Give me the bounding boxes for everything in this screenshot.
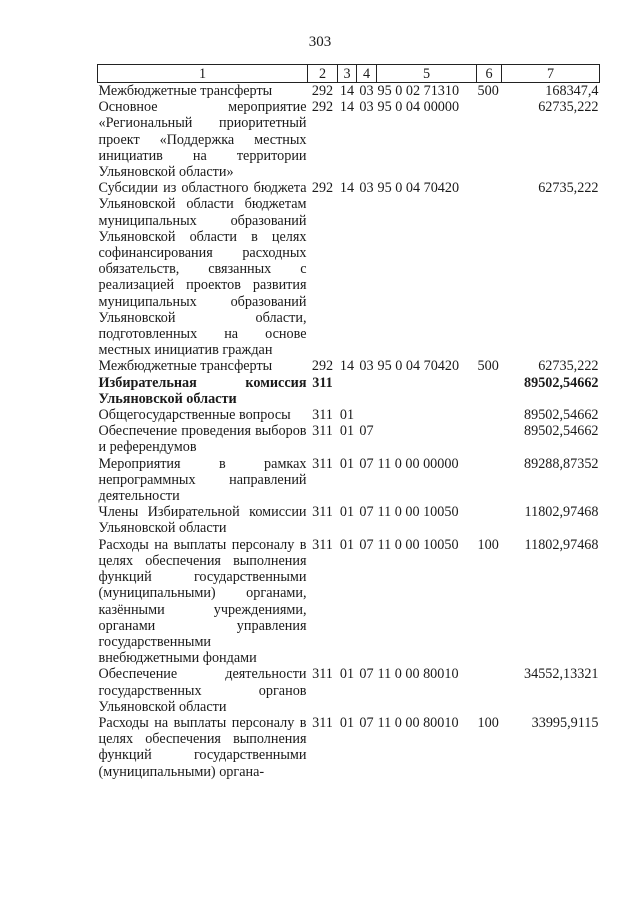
row-name: Межбюджетные трансферты <box>98 358 273 375</box>
header-col-2: 2 <box>308 65 338 83</box>
row-amount: 89502,54662 <box>524 407 599 424</box>
row-section-code: 14 <box>339 180 355 197</box>
table-row <box>98 504 600 536</box>
row-ministry-code: 311 <box>312 536 333 553</box>
row-ministry-code: 292 <box>311 358 334 375</box>
row-subsection-code: 07 <box>359 455 374 472</box>
row-ministry-code: 311 <box>312 714 333 731</box>
row-amount: 34552,13321 <box>524 666 599 683</box>
row-subsection-code <box>357 375 377 407</box>
row-target-code: 11 0 00 00000 <box>377 455 459 472</box>
table-row <box>98 180 600 358</box>
row-name: Избирательная комиссия Ульяновской области <box>98 374 307 407</box>
row-expense-type <box>477 99 502 180</box>
row-subsection-code <box>357 407 377 423</box>
row-amount: 62735,222 <box>538 99 599 116</box>
row-expense-type: 100 <box>477 536 499 553</box>
row-target-code: 95 0 04 70420 <box>377 358 460 375</box>
table-row <box>98 407 600 423</box>
row-expense-type <box>477 666 502 715</box>
row-amount: 89502,54662 <box>524 423 599 440</box>
row-amount: 89502,54662 <box>524 374 599 391</box>
row-ministry-code: 311 <box>312 423 333 440</box>
row-target-code: 11 0 00 80010 <box>377 714 459 731</box>
row-target-code: 11 0 00 80010 <box>377 666 459 683</box>
row-ministry-code: 311 <box>312 666 333 683</box>
row-name: Обеспечение деятельности государственных органов Ульяновской области <box>98 666 307 715</box>
header-col-3: 3 <box>338 65 357 83</box>
row-name: Расходы на выплаты персоналу в целях обеспечения выполнения функций государственными (муниципальными) органами, казёнными учреждениями, органами управления государственными внебюджетными фондами <box>98 536 307 667</box>
header-col-1: 1 <box>98 65 308 83</box>
row-subsection-code: 03 <box>359 358 374 375</box>
header-col-6: 6 <box>477 65 502 83</box>
header-col-5: 5 <box>377 65 477 83</box>
row-amount: 11802,97468 <box>524 536 599 553</box>
row-target-code <box>377 423 477 455</box>
header-row <box>98 65 600 83</box>
row-amount: 33995,9115 <box>531 714 599 731</box>
row-ministry-code: 292 <box>311 99 334 116</box>
row-section-code: 01 <box>339 714 355 731</box>
row-name: Члены Избирательной комиссии Ульяновской области <box>98 504 307 537</box>
row-amount: 11802,97468 <box>524 504 599 521</box>
header-col-7: 7 <box>502 65 600 83</box>
row-ministry-code: 311 <box>312 455 333 472</box>
row-expense-type: 500 <box>477 358 499 375</box>
row-name: Субсидии из областного бюджета Ульяновской области бюджетам муниципальных образований Ульяновской области в целях софинансирования расходных обязательств, связанных с реализацией проектов развития муниципальных образований Ульяновской области, подготовленных на основе местных инициатив граждан <box>98 180 307 359</box>
table-row <box>98 666 600 715</box>
row-target-code: 11 0 00 10050 <box>377 536 459 553</box>
table-row <box>98 375 600 407</box>
row-amount: 62735,222 <box>538 180 599 197</box>
row-section-code: 01 <box>339 504 355 521</box>
row-section-code: 14 <box>339 99 355 116</box>
row-section-code: 01 <box>339 455 355 472</box>
row-subsection-code: 03 <box>359 83 374 99</box>
row-expense-type <box>477 504 502 536</box>
row-expense-type <box>477 456 502 505</box>
table-row <box>98 537 600 667</box>
table-row <box>98 456 600 505</box>
row-ministry-code: 292 <box>311 83 334 99</box>
row-target-code: 11 0 00 10050 <box>377 504 459 521</box>
row-target-code: 95 0 04 70420 <box>377 180 460 197</box>
row-subsection-code: 03 <box>359 99 374 116</box>
row-expense-type <box>477 423 502 455</box>
row-section-code: 01 <box>339 407 355 424</box>
row-subsection-code: 07 <box>359 423 374 440</box>
table-row <box>98 423 600 455</box>
row-subsection-code: 07 <box>359 714 374 731</box>
row-subsection-code: 03 <box>359 180 374 197</box>
row-section-code: 01 <box>339 536 355 553</box>
row-expense-type <box>477 180 502 358</box>
row-amount: 168347,4 <box>545 83 599 99</box>
row-ministry-code: 311 <box>312 407 333 424</box>
row-expense-type <box>477 375 502 407</box>
row-section-code: 01 <box>339 423 355 440</box>
table-row <box>98 358 600 374</box>
row-name: Основное мероприятие «Региональный приоритетный проект «Поддержка местных инициатив на территории Ульяновской области» <box>98 99 307 181</box>
row-name: Расходы на выплаты персоналу в целях обеспечения выполнения функций государственными (муниципальными) органа- <box>98 714 307 780</box>
table-row <box>98 99 600 180</box>
table-row <box>98 83 600 100</box>
row-target-code: 95 0 02 71310 <box>377 83 460 99</box>
row-section-code: 14 <box>339 83 355 99</box>
header-col-4: 4 <box>357 65 377 83</box>
row-section-code <box>338 375 357 407</box>
row-name: Обеспечение проведения выборов и референдумов <box>98 423 307 456</box>
page-number: 303 <box>308 34 332 50</box>
row-ministry-code: 311 <box>312 374 333 391</box>
row-section-code: 01 <box>339 666 355 683</box>
row-subsection-code: 07 <box>359 504 374 521</box>
row-expense-type: 100 <box>477 714 499 731</box>
row-section-code: 14 <box>339 358 355 375</box>
row-expense-type <box>477 407 502 423</box>
row-ministry-code: 292 <box>311 180 334 197</box>
row-name: Мероприятия в рамках непрограммных направлений деятельности <box>98 455 307 505</box>
row-name: Межбюджетные трансферты <box>98 83 273 99</box>
table-row <box>98 715 600 780</box>
row-target-code <box>377 375 477 407</box>
row-expense-type: 500 <box>477 83 499 99</box>
row-target-code <box>377 407 477 423</box>
row-target-code: 95 0 04 00000 <box>377 99 460 116</box>
row-ministry-code: 311 <box>312 504 333 521</box>
row-amount: 62735,222 <box>538 358 599 375</box>
row-amount: 89288,87352 <box>524 455 599 472</box>
budget-table <box>97 64 600 780</box>
row-name: Общегосударственные вопросы <box>98 407 291 424</box>
row-subsection-code: 07 <box>359 536 374 553</box>
row-subsection-code: 07 <box>359 666 374 683</box>
